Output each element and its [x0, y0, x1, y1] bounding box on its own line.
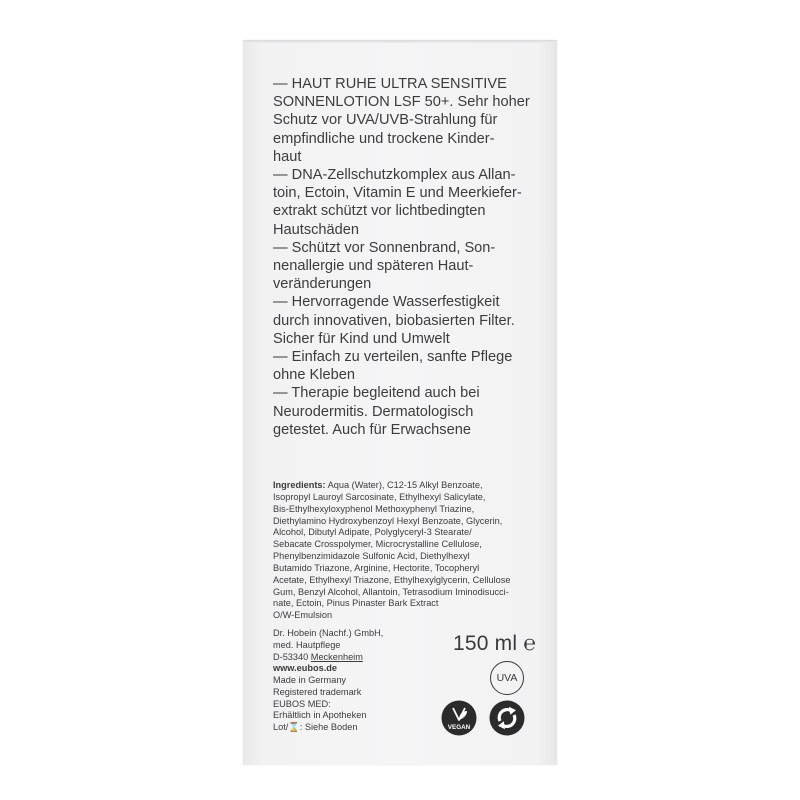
ingredients-text: Aqua (Water), C12-15 Alkyl Benzoate,	[325, 480, 483, 490]
ingredients-label: Ingredients:	[273, 480, 326, 490]
ingredients-line: Sebacate Crosspolymer, Microcrystalline Cellulose,	[273, 539, 482, 550]
claim-line: durch innovativen, biobasierten Filter.	[273, 312, 515, 329]
ingredients-line: Acetate, Ethylhexyl Triazone, Ethylhexylglycerin, Cellulose	[273, 574, 511, 585]
ingredients-line: nate, Ectoin, Pinus Pinaster Bark Extract	[273, 598, 439, 609]
website-link[interactable]: www.eubos.de	[273, 663, 337, 674]
origin-line: EUBOS MED:	[273, 698, 331, 709]
origin-line: Registered trademark	[273, 686, 362, 697]
claim-line: — Einfach zu verteilen, sanfte Pflege	[273, 349, 513, 366]
claim-line: haut	[273, 148, 302, 165]
claim-line: — Schützt vor Sonnenbrand, Son-	[273, 239, 496, 256]
lot-line: Lot/⌛: Siehe Boden	[273, 722, 358, 733]
postal-code: D-53340	[273, 651, 311, 662]
emulsion-type: O/W-Emulsion	[273, 610, 333, 621]
claim-line: veränderungen	[273, 276, 372, 293]
ingredients-line: Isopropyl Lauroyl Sarcosinate, Ethylhexyl Salicylate,	[273, 491, 486, 502]
manufacturer-info	[273, 628, 433, 675]
volume-label: 150 ml ℮	[453, 632, 537, 655]
city: Meckenheim	[310, 651, 363, 662]
claim-line: — Therapie begleitend auch bei	[273, 385, 480, 402]
ingredients-first-line	[273, 480, 548, 492]
claim-line: Schutz vor UVA/UVB-Strahlung für	[273, 112, 498, 129]
claim-line: Neurodermitis. Dermatologisch	[273, 403, 474, 420]
uva-seal-label: UVA	[496, 672, 518, 684]
claim-line: Hautschäden	[273, 221, 360, 238]
manufacturer-subtitle: med. Hautpflege	[273, 639, 341, 650]
ingredients-line: Phenylbenzimidazole Sulfonic Acid, Diethylhexyl	[273, 551, 470, 562]
product-claims	[273, 75, 548, 439]
recycle-icon	[489, 700, 525, 736]
claim-line: SONNENLOTION LSF 50+. Sehr hoher	[273, 94, 530, 111]
origin-line: Erhältlich in Apotheken	[273, 710, 367, 721]
ingredients-line: Diethylamino Hydroxybenzoyl Hexyl Benzoate, Glycerin,	[273, 515, 503, 526]
claim-line: — DNA-Zellschutzkomplex aus Allan-	[273, 167, 516, 184]
vegan-label: VEGAN	[447, 724, 471, 731]
uva-seal-icon	[490, 661, 524, 695]
claim-line: Sicher für Kind und Umwelt	[273, 330, 450, 347]
manufacturer-address	[273, 652, 433, 664]
claim-line: ohne Kleben	[273, 367, 355, 384]
ingredients-line: Alcohol, Dibutyl Adipate, Polyglyceryl-3 Stearate/	[273, 527, 472, 538]
claim-line: — HAUT RUHE ULTRA SENSITIVE	[273, 76, 507, 92]
ingredients-line: Bis-Ethylhexyloxyphenol Methoxyphenyl Triazine,	[273, 503, 475, 514]
claim-line: empfindliche und trockene Kinder-	[273, 130, 495, 147]
ingredients-line: Butamido Triazone, Arginine, Hectorite, Tocopheryl	[273, 562, 480, 573]
claim-line: — Hervorragende Wasserfestigkeit	[273, 294, 500, 311]
vegan-badge-icon	[441, 700, 477, 736]
origin-line: Made in Germany	[273, 675, 347, 685]
ingredients-line: Gum, Benzyl Alcohol, Allantoin, Tetrasodium Iminodisucci-	[273, 586, 509, 597]
claim-line: toin, Ectoin, Vitamin E und Meerkiefer-	[273, 185, 522, 202]
ingredients-list	[273, 480, 548, 622]
claim-line: getestet. Auch für Erwachsene	[273, 421, 471, 438]
manufacturer-name: Dr. Hobein (Nachf.) GmbH,	[273, 628, 384, 638]
claim-line: extrakt schützt vor lichtbedingten	[273, 203, 486, 220]
box-top-edge	[243, 40, 557, 43]
claim-line: nenallergie und späteren Haut-	[273, 258, 474, 275]
origin-info	[273, 675, 433, 734]
